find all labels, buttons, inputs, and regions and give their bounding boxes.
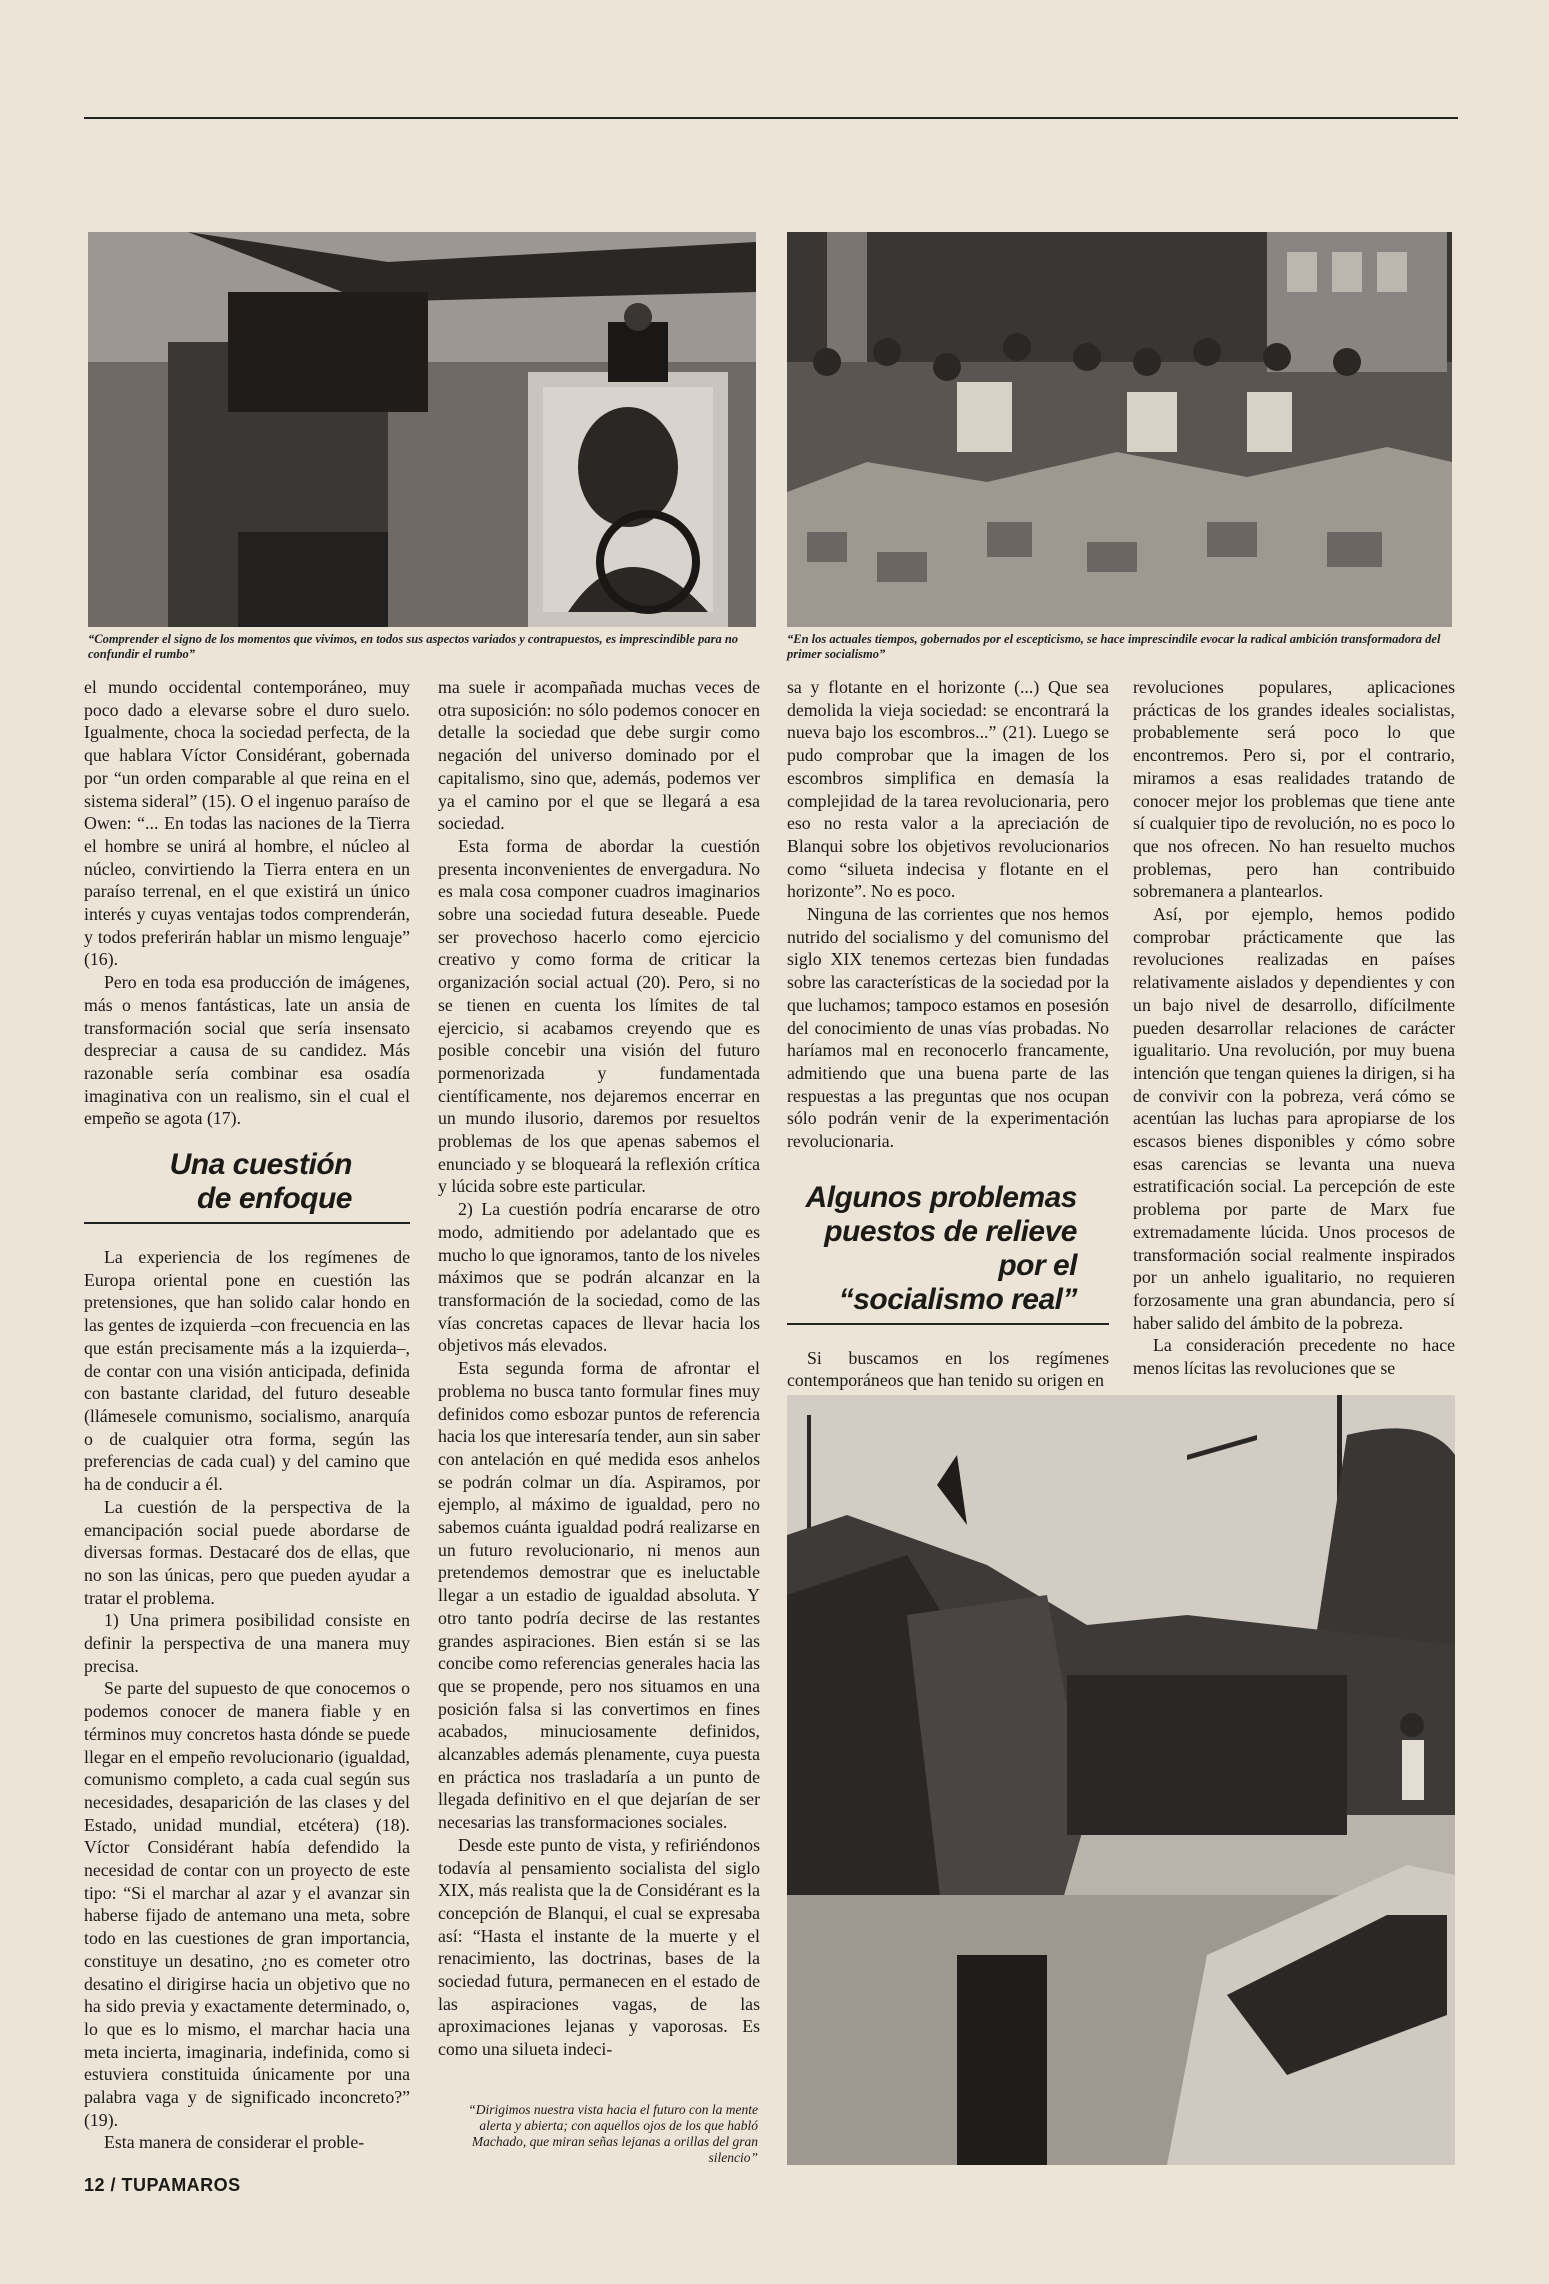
photo-ship-lenin-illustration <box>88 232 756 627</box>
photo-ship-lenin-banner <box>88 232 756 627</box>
col1-paragraph-5: 1) Una primera posibilidad consiste en definir la perspectiva de una manera muy precisa. <box>84 1610 410 1676</box>
col3-paragraph-2: Ninguna de las corrientes que nos hemos nutrido del socialismo y del comunismo del siglo XIX tenemos certezas bien fundadas sobre las características de la sociedad por la que luchamos; tampoco estamos en posesión del conocimiento de unas vías probadas. No haríamos mal en reconocerlo francamente, admitiendo que una buena parte de las respuestas a las preguntas que nos ocupan sólo podrán venir de la experimentación revolucionaria. <box>787 904 1109 1152</box>
col2-paragraph-1: ma suele ir acompañada muchas veces de otra suposición: no sólo podemos conocer en detalle la sociedad que debe surgir como negación del universo dominado por el capitalismo, sino que, además, podemos ver ya el camino por el que se llegará a esa sociedad. <box>438 677 760 834</box>
col2-paragraph-4: Esta segunda forma de afrontar el problema no busca tanto formular fines muy definidos como esbozar puntos de referencia hacia los que interesaría tender, aun sin saber con antelación en qué medida esos anhelos se podrán colmar un día. Aspiramos, por ejemplo, al máximo de igualdad, pero no sabemos cuánta igualdad podrá realizarse en un futuro revolucionario, ni menos aun pretendemos demostrar que es ineluctable llegar a un estadio de igualdad absoluta. Y otro tanto podría decirse de las restantes grandes aspiraciones. Bien están si se las concibe como referencias generales hacia las que se propende, pero nos situamos en una posición falsa si las convertimos en fines acabados, minuciosamente definidos, alcanzables además plenamente, cuya puesta en práctica nos trasladaría a un punto de llegada definitivo en el que dejarían de ser necesarias las transformaciones sociales. <box>438 1358 760 1833</box>
photo-crowd-rubble <box>787 232 1452 627</box>
col2-paragraph-3: 2) La cuestión podría encararse de otro modo, admitiendo por adelantado que es mucho lo que ignoramos, tanto de los niveles máximos que se podrán alcanzar en la transformación de la sociedad, como de las vías concretas capaces de llevar hacia los objetivos más elevados. <box>438 1199 760 1356</box>
col1-paragraph-3: La experiencia de los regímenes de Europa oriental pone en cuestión las pretensiones, que han solido calar hondo en las gentes de izquierda –con frecuencia en las que están precisamente más a la izquierda–, de contar con una visión anticipada, definida con bastante claridad, del futuro deseable (llámesele comunismo, socialismo, anarquía o de cualquier otra forma, según las preferencias de cada cual) y del camino que ha de conducir a él. <box>84 1247 410 1495</box>
col2-paragraph-5: Desde este punto de vista, y refiriéndonos todavía al pensamiento socialista del siglo XIX, más realista que la de Considérant es la concepción de Blanqui, el cual se expresaba así: “Hasta el instante de la muerte y el renacimiento, las doctrinas, bases de la sociedad futura, permanecen en el estado de las aspiraciones vagas, de las aproximaciones lejanas y vaporosas. Es como una silueta indeci- <box>438 1834 760 2060</box>
col1-paragraph-6: Se parte del supuesto de que conocemos o podemos conocer de manera fiable y en términos muy concretos hasta dónde se puede llegar en el empeño revolucionario (igualdad, comunismo completo, a cada cual según sus necesidades, desaparición de las clases y del Estado, unidad mundial, etcétera) (18). Víctor Considérant había defendido la necesidad de contar con un proyecto de este tipo: “Si el marchar al azar y el avanzar sin haberse fijado de antemano una meta, sobre todo en las cuestiones de gran importancia, constituye un desatino, ¿no es cometer otro desatino el dirigirse hacia un objetivo que no ha sido previa y exactamente determinado, o, lo que es lo mismo, el marchar hacia una meta incierta, imaginaria, indefinida, como si estuviera constituida únicamente por una palabra vaga y de significado inconcreto?” (19). <box>84 1678 410 2130</box>
col3-paragraph-3: Si buscamos en los regímenes contemporáneos que han tenido su origen en <box>787 1347 1109 1391</box>
section-heading-problemas <box>787 1181 1109 1325</box>
heading-problemas-line1: Algunos problemas <box>805 1180 1077 1214</box>
col4-paragraph-2: Así, por ejemplo, hemos podido comprobar prácticamente que las revoluciones realizadas en países relativamente aislados y dependientes y con un bajo nivel de desarrollo, difícilmente pueden desarrollar relaciones de carácter igualitario. Una revolución, por muy buena intención que tengan quienes la dirigen, si ha de convivir con la pobreza, verá cómo se acentúan las luchas para apropiarse de los escasos bienes disponibles y cómo sobre esas carencias se levanta una nueva estratificación social. La percepción de este problema por parte de Marx fue extremadamente lúcida. Unos procesos de transformación social realmente inspirados por un anhelo igualitario, no requieren forzosamente una gran abundancia, pero sí haber salido del ámbito de la pobreza. <box>1133 904 1455 1333</box>
section-heading-enfoque <box>84 1148 410 1224</box>
heading-problemas-line2: puestos de relieve <box>824 1214 1077 1248</box>
col2-paragraph-2: Esta forma de abordar la cuestión presenta inconvenientes de envergadura. No es mala cosa componer cuadros imaginarios sobre una sociedad futura deseable. Puede ser provechoso hacerlo como ejercicio creativo y como forma de criticar la organización social actual (20). Pero, si no se tienen en cuenta los límites de tal ejercicio, si acabamos creyendo que es posible concebir una visión del futuro pormenorizada y fundamentada científicamente, nos dejaremos encerrar en un mundo ilusorio, daremos por resueltos problemas de los que apenas sabemos el enunciado y se bloqueará la reflexión crítica y lúcida sobre este particular. <box>438 835 760 1197</box>
col1-paragraph-1: el mundo occidental contemporáneo, muy poco dado a elevarse sobre el duro suelo. Igualmente, choca la sociedad perfecta, de la que hablara Víctor Considérant, gobernada por “un orden comparable al que reina en el sistema sideral” (15). O el ingenuo paraíso de Owen: “... En todas las naciones de la Tierra el hombre se unirá al hombre, el núcleo al núcleo, convirtiendo la Tierra entera en un paraíso terrenal, en el que existirá un único interés y cuyas ventajas todos comprenderán, y todos preferirán hablar un mismo lenguaje” (16). <box>84 677 410 970</box>
col1-paragraph-4: La cuestión de la perspectiva de la emancipación social puede abordarse de diversas formas. Destacaré dos de ellas, que no son las únicas, pero que pueden ayudar a tratar el problema. <box>84 1496 410 1608</box>
page-footer: 12 / TUPAMAROS <box>84 2175 241 2195</box>
pull-quote: “Dirigimos nuestra vista hacia el futuro con la mente alerta y abierta; con aquellos ojos de los que habló Machado, que miran señas lejanas a orillas del gran silencio” <box>468 2102 758 2165</box>
photo-crowd-illustration <box>787 232 1452 627</box>
heading-problemas-rule <box>787 1323 1109 1325</box>
column-4 <box>1133 676 1455 1380</box>
photo1-caption: “Comprender el signo de los momentos que vivimos, en todos sus aspectos variados y contrapuestos, es imprescindible para no confundir el rumbo” <box>88 632 739 661</box>
col1-paragraph-2: Pero en toda esa producción de imágenes, más o menos fantásticas, late un ansia de transformación social que sería insensato despreciar a causa de su candidez. Más razonable sería combinar esa osadía imaginativa con un realismo, sin el cual el empeño se agota (17). <box>84 972 410 1129</box>
column-3 <box>787 676 1109 1392</box>
photo2-caption: “En los actuales tiempos, gobernados por el escepticismo, se hace imprescindile evocar la radical ambición transformadora del primer socialismo” <box>787 632 1441 661</box>
photo-street-demonstration <box>787 1395 1455 2165</box>
heading-problemas-line4: “socialismo real” <box>838 1282 1077 1316</box>
photo-demonstration-illustration <box>787 1395 1455 2165</box>
heading-enfoque-line1: Una cuestión <box>169 1148 352 1182</box>
column-1 <box>84 676 410 2154</box>
col4-paragraph-3: La consideración precedente no hace menos lícitas las revoluciones que se <box>1133 1335 1455 1379</box>
column-2 <box>438 676 760 2061</box>
col4-paragraph-1: revoluciones populares, aplicaciones prácticas de los grandes ideales socialistas, probablemente será poco lo que encontremos. Pero si, por el contrario, miramos a esas realidades tratando de conocer mejor los problemas que tiene ante sí cualquier tipo de revolución, no es poco lo que nos ofrecen. No han resuelto muchos problemas, pero han contribuido sobremanera a plantearlos. <box>1133 677 1455 902</box>
col3-paragraph-1: sa y flotante en el horizonte (...) Que sea demolida la vieja sociedad: se encontrará la nueva bajo los escombros...” (21). Luego se pudo comprobar que la imagen de los escombros simplifica en demasía la complejidad de la tarea revolucionaria, pero eso no resta valor a la apreciación de Blanqui sobre los objetivos revolucionarios como “silueta indecisa y flotante en el horizonte”. No es poco. <box>787 677 1109 902</box>
top-rule <box>84 117 1458 119</box>
heading-enfoque-rule <box>84 1222 410 1224</box>
col1-paragraph-7: Esta manera de considerar el proble- <box>104 2132 365 2153</box>
heading-problemas-line3: por el <box>998 1248 1077 1282</box>
heading-enfoque-line2: de enfoque <box>196 1182 352 1216</box>
